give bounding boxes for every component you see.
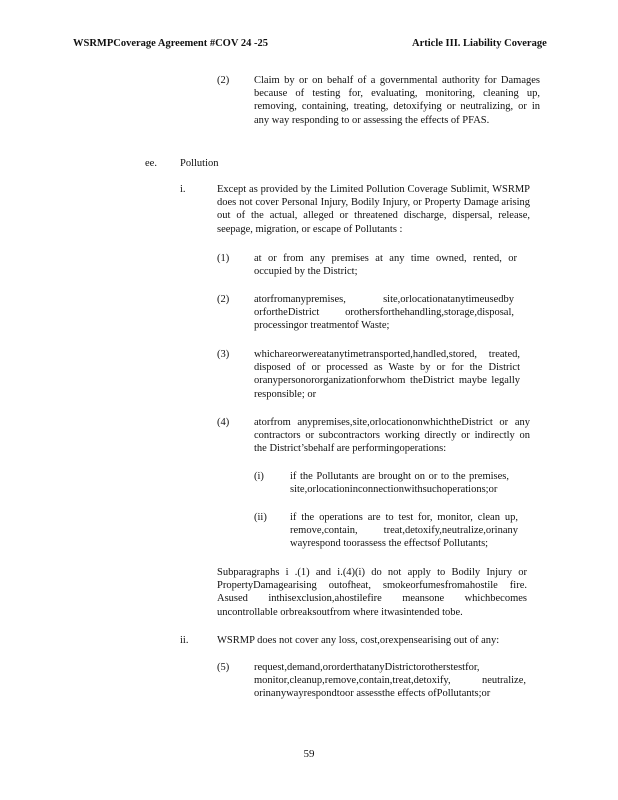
item-text: Except as provided by the Limited Pollution Coverage Sublimit, WSRMP does not cover Personal Injury, Bodily Injury, or Property Damage arising out of the actual, alleged or threatened discharge, dispersal, release, seepage, migration, or escape of Pollutants : (217, 184, 530, 235)
item-text: if the operations are to test for, monitor, clean up, remove,contain, treat,detoxify,neutralize,orinany wayrespond toorassess the effectsof Pollutants; (290, 512, 518, 550)
header-right: Article III. Liability Coverage (412, 38, 547, 49)
page-number: 59 (303, 748, 315, 760)
item-label: ii. (180, 635, 189, 646)
item-text: atorfromanypremises, site,orlocationatanytimeusedby orfortheDistrict orothersforthehandling,storage,disposal, processingor treatmentof Waste; (254, 294, 514, 332)
section-label: ee. (145, 158, 157, 169)
header-left: WSRMPCoverage Agreement #COV 24 -25 (73, 38, 268, 49)
section-title: Pollution (180, 158, 219, 169)
item-text: WSRMP does not cover any loss, cost,orexpensearising out of any: (217, 635, 500, 646)
item-label: (4) (217, 417, 230, 428)
item-text: whichareorwereatanytimetransported,handled,stored, treated, disposed of or processed as Waste by or for the District oranypersonororganizationforwhom theDistrict maybe legally responsible; or (254, 349, 520, 400)
item-text: Claim by or on behalf of a governmental authority for Damages because of testing for, evaluating, monitoring, cleaning up, removing, containing, treating, detoxifying or neutralizing, or in any way responding to or assessing the effects of PFAS. (254, 75, 540, 126)
item-label: (2) (217, 75, 230, 86)
item-text: if the Pollutants are brought on or to the premises, site,orlocationinconnectionwithsuchoperations;or (290, 471, 509, 496)
item-text: at or from any premises at any time owned, rented, or occupied by the District; (254, 253, 517, 278)
item-label: (5) (217, 662, 230, 673)
item-label: (3) (217, 349, 230, 360)
subparagraph-note: Subparagraphs i .(1) and i.(4)(i) do not apply to Bodily Injury or PropertyDamagearising outofheat, smokeorfumesfromahostile fire. Asused inthisexclusion,ahostilefire meansone whichbecomes uncontrollable orbreaksoutfrom where itwasintended tobe. (217, 567, 527, 618)
item-text: request,demand,ororderthatanyDistrictorotherstestfor, monitor,cleanup,remove,contain,treat,detoxify, neutralize, orinanywayrespondtoor assessthe effects ofPollutants;or (254, 662, 526, 700)
item-label: (ii) (254, 512, 267, 523)
item-label: (i) (254, 471, 264, 482)
item-label: (2) (217, 294, 230, 305)
item-label: (1) (217, 253, 230, 264)
item-text: atorfrom anypremises,site,orlocationonwhichtheDistrict or any contractors or subcontractors working directly or indirectly on the District’sbehalf are performingoperations: (254, 417, 530, 455)
item-label: i. (180, 184, 186, 195)
